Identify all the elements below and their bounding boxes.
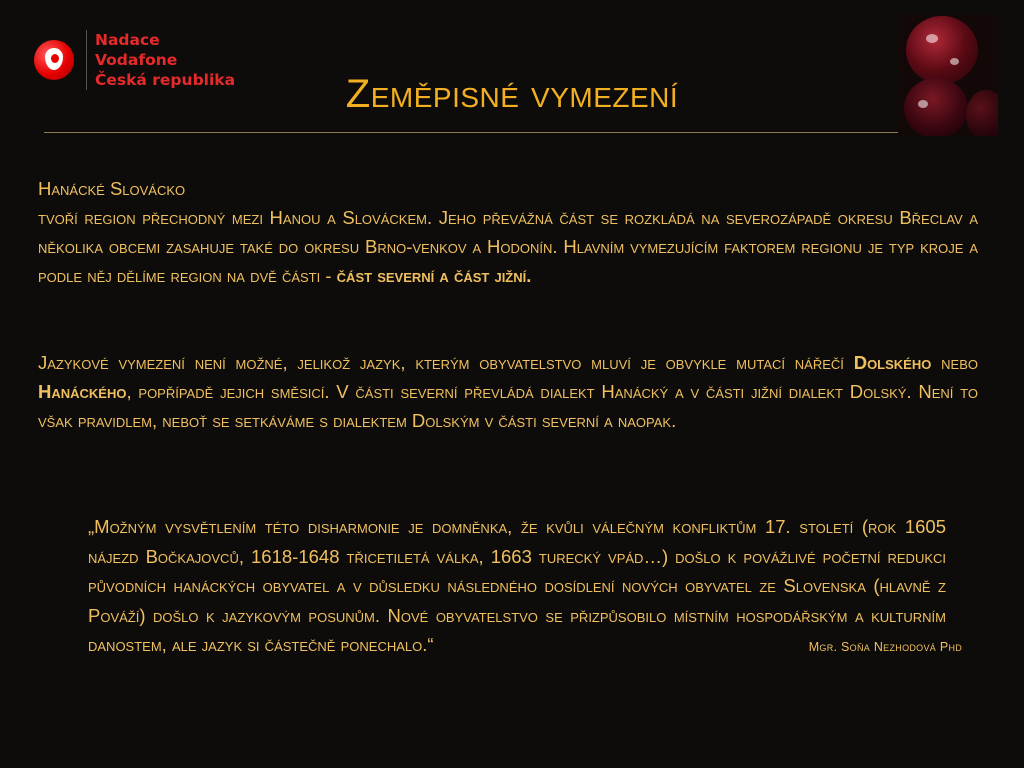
water-drop (950, 58, 959, 65)
quote-text: „Možným vysvětlením této disharmonie je domněnka, že kvůli válečným konfliktům 17. století (rok 1605 nájezd Bočkajovců, 1618-1648 třicetiletá válka, 1663 turecký vpád…) došlo k povážlivé početní redukci původních hanáckých obyvatel a v důsledku následného dosídlení nových obyvatel ze Slovenska (hlavně z Pováží) došlo k jazykovým posunům. Nové obyvatelstvo se přizpůsobilo místním hospodářským a kulturním danostem, ale jazyk si částečně ponechalo.“ (88, 516, 946, 655)
logo-line-2: Vodafone (95, 51, 178, 69)
paragraph-language (38, 348, 978, 435)
dialect-dolsky: Dolského (853, 352, 932, 373)
logo-line-1: Nadace (95, 31, 160, 49)
quote-author: Mgr. Soňa Nezhodová Phd (808, 640, 963, 654)
paragraph-text-c: , popřípadě jejich směsicí. V části severní převládá dialekt Hanácký a v části jižní dialekt Dolský. Není to však pravidlem, neboť se setkáváme s dialektem Dolským v části severní a naopak. (38, 381, 978, 431)
water-drop (918, 100, 928, 108)
paragraph-text-a: Jazykové vymezení není možné, jelikož jazyk, kterým obyvatelstvo mluví je obvykle mutací nářečí (38, 352, 854, 373)
quote-block (88, 512, 963, 663)
section-heading: Hanácké Slovácko (38, 178, 186, 199)
cherry-shape (966, 90, 998, 136)
water-drop (926, 34, 938, 43)
dialect-hanacky: Hanáckého (38, 381, 127, 402)
title-divider (44, 132, 916, 133)
slide-title: Zeměpisné vymezení (345, 72, 679, 116)
logo-line-3: Česká republika (95, 71, 236, 89)
paragraph-text-b: nebo (931, 352, 978, 373)
cherry-shape (904, 78, 968, 136)
paragraph-region-description (38, 174, 978, 290)
emphasis-text: část severní a část jižní. (336, 265, 532, 286)
cherries-image (898, 14, 998, 136)
cherry-shape (906, 16, 978, 84)
paragraph-text: tvoří region přechodný mezi Hanou a Slováckem. Jeho převážná část se rozkládá na severozápadě okresu Břeclav a několika obcemi zasahuje také do okresu Brno-venkov a Hodonín. Hlavním vymezujícím faktorem regionu je typ kroje a podle něj dělíme region na dvě části - (38, 207, 978, 286)
